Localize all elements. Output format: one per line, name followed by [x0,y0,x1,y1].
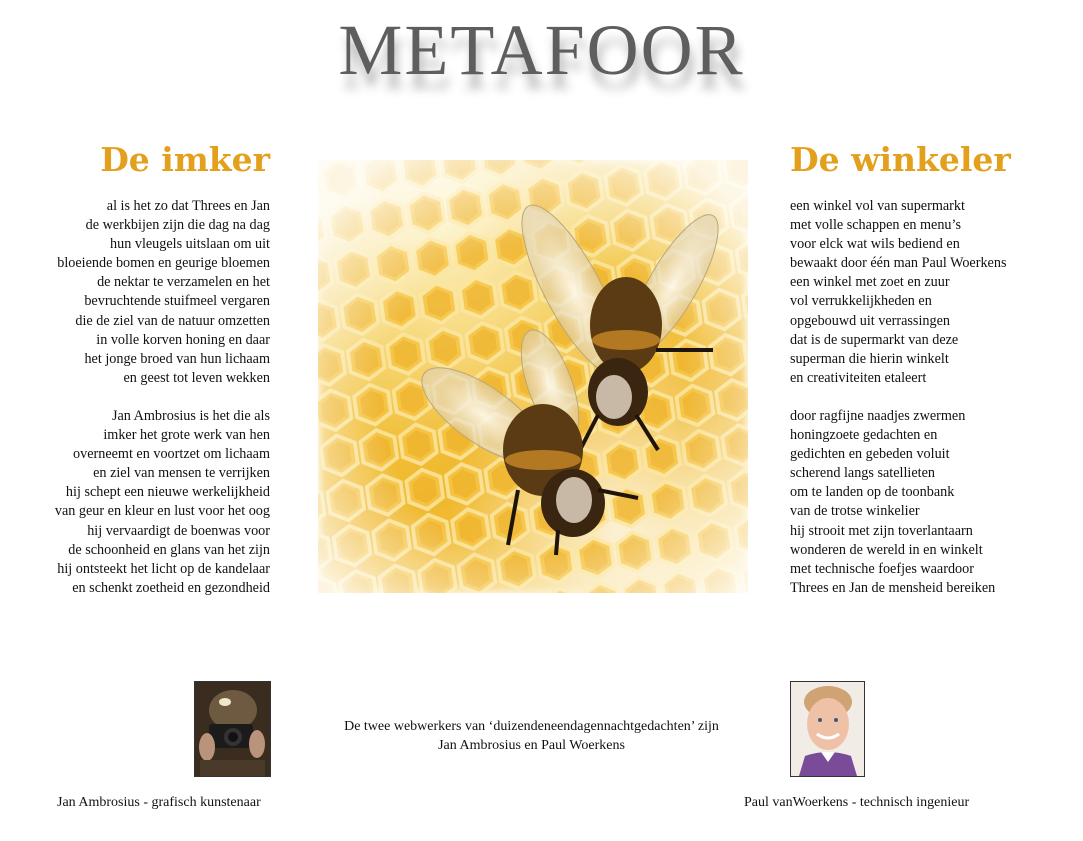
poem-winkeler [790,197,1006,617]
honeycomb-illustration [318,160,748,593]
poem-line: hij ontsteekt het licht op de kandelaar [57,560,270,577]
poem-line: imker het grote werk van hen [103,427,270,444]
poem-line: bewaakt door één man Paul Woerkens [790,255,1007,272]
poem-line: hun vleugels uitslaan om uit [110,236,270,253]
stanza-2 [55,407,270,598]
footer-intro [300,717,763,755]
stanza-2 [790,407,1006,598]
poem-line: dat is de supermarkt van deze [790,331,959,348]
poem-line: een winkel vol van supermarkt [790,198,965,214]
poem-line: en geest tot leven wekken [123,369,270,386]
stanza-1 [790,197,1006,388]
footer-line-1: De twee webwerkers van ‘duizendeneendagennachtgedachten’ zijn [344,719,719,734]
footer-line-2: Jan Ambrosius en Paul Woerkens [438,738,625,753]
poem-line: de nektar te verzamelen en het [97,274,270,291]
poem-line: van de trotse winkelier [790,503,920,520]
poem-line: vol verrukkelijkheden en [790,293,932,310]
poem-line: Threes en Jan de mensheid bereiken [790,579,996,596]
jan-caption: Jan Ambrosius - grafisch kunstenaar [57,795,261,810]
paul-caption: Paul vanWoerkens - technisch ingenieur [744,795,970,810]
poem-line: overneemt en voortzet om lichaam [73,446,270,463]
bees-on-honeycomb-image [318,160,748,593]
poem-line: honingzoete gedachten en [790,427,938,444]
poem-line: opgebouwd uit verrassingen [790,312,950,329]
poem-line: met volle schappen en menu’s [790,217,961,234]
poem-line: al is het zo dat Threes en Jan [106,198,270,214]
poem-line: door ragfijne naadjes zwermen [790,407,966,424]
page-title: METAFOOR [338,10,745,90]
poem-line: hij strooit met zijn toverlantaarn [790,522,973,539]
engineer-portrait [791,682,864,776]
poem-line: die de ziel van de natuur omzetten [75,312,270,329]
poem-line: gedichten en gebeden voluit [790,446,950,463]
poem-line: een winkel met zoet en zuur [790,274,950,291]
poem-line: bloeiende bomen en geurige bloemen [57,255,270,272]
poem-line: in volle korven honing en daar [96,331,270,348]
poem-line: het jonge broed van hun lichaam [84,350,270,367]
photographer-portrait [195,682,270,776]
poem-line: scherend langs satellieten [790,465,935,482]
poem-line: de schoonheid en glans van het zijn [68,541,270,558]
jan-ambrosius-photo [194,681,271,777]
poem-line: met technische foefjes waardoor [790,560,974,577]
poem-line: Jan Ambrosius is het die als [111,407,270,424]
poem-line: voor elck wat wils bediend en [790,236,960,253]
poem-line: en ziel van mensen te verrijken [93,465,270,482]
heading-winkeler: De winkeler [790,140,1011,179]
poem-line: wonderen de wereld in en winkelt [790,541,983,558]
poem-line: superman die hierin winkelt [790,350,949,367]
poem-line: hij schept een nieuwe werkelijkheid [65,484,270,501]
poem-line: bevruchtende stuifmeel vergaren [84,293,270,310]
poem-imker [55,197,270,617]
paul-woerkens-photo [790,681,865,777]
poem-line: van geur en kleur en lust voor het oog [54,503,270,520]
heading-imker: De imker [100,140,270,179]
poem-line: en schenkt zoetheid en gezondheid [72,579,270,596]
poem-line: en creativiteiten etaleert [790,369,927,386]
poem-line: hij vervaardigt de boenwas voor [87,522,270,539]
poem-line: om te landen op de toonbank [790,484,955,501]
poem-line: de werkbijen zijn die dag na dag [85,217,270,234]
stanza-1 [55,197,270,388]
